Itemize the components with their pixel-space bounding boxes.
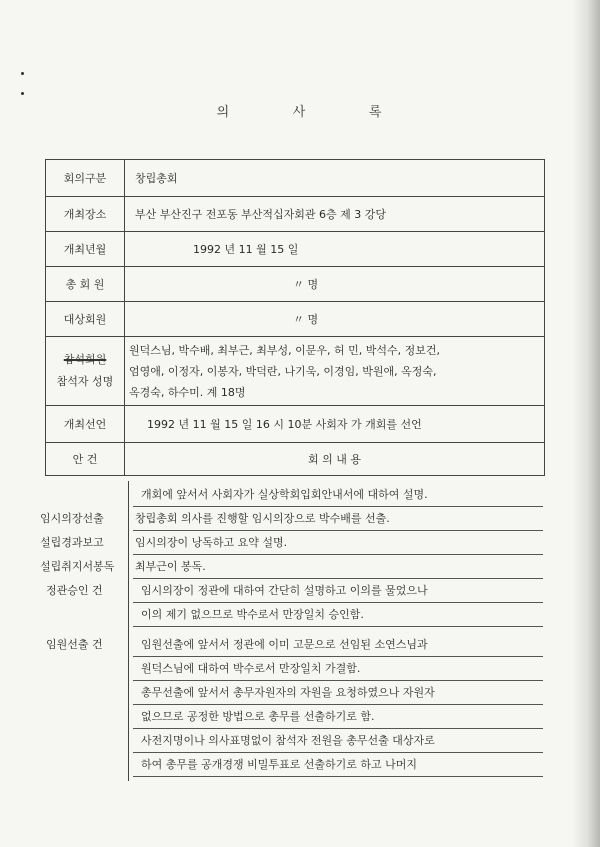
margin-dot [21,92,24,95]
ruled-line [133,752,543,753]
list-item [40,633,555,777]
ruled-line [133,728,543,729]
ruled-line [133,656,543,657]
attendees-label-text: 참석자 성명 [56,375,114,388]
attendees-list: 원덕스님, 박수배, 최부근, 최부성, 이문우, 허 민, 박석수, 정보건, 엄영애, 이정자, 이봉자, 박덕란, 나기욱, 이경임, 박원애, 옥정숙, 옥경숙, 하수미. 계 18명 [125,337,545,406]
row-label: 개최장소 [46,197,125,232]
list-item [40,507,555,531]
table-header-row [46,443,545,476]
ruled-line [133,506,543,507]
content-header: 회 의 내 용 [125,443,545,476]
agenda-label [40,483,135,507]
page-edge-shadow [572,0,600,847]
row-label: 대상회원 [46,302,125,337]
ruled-line [133,680,543,681]
row-label: 총 회 원 [46,267,125,302]
agenda-text: 임원선출에 앞서서 정관에 이미 고문으로 선임된 소연스님과 원덕스님에 대하여 박수로서 만장일치 가결함. 총무선출에 앞서서 총무자원자의 자원을 요청하였으나 자원자 없으므로 공정한 방법으로 총무를 선출하기로 함. 사전지명이나 의사표명없이 참석자 전원을 총무선출 대상자로 하여 총무를 공개경쟁 비밀투표로 선출하기로 하고 나머지 [141,638,435,771]
agenda-label: 설립취지서봉독 [40,560,115,573]
margin-dot [21,72,24,75]
row-label: 회의구분 [46,160,125,197]
ruled-line [133,776,543,777]
ruled-line [133,626,543,627]
agenda-label: 임원선출 건 [46,638,103,651]
agenda-text: 최부근이 봉독. [135,560,206,573]
table-row [46,232,545,267]
agenda-label: 정관승인 건 [46,584,103,597]
attendees-label [46,337,125,406]
ruled-line [133,602,543,603]
table-row [46,406,545,443]
row-label: 개최년월 [46,232,125,267]
row-value: 부산 부산진구 전포동 부산적십자회관 6층 제 3 강당 [125,197,545,232]
row-value: 창립총회 [125,160,545,197]
agenda-section [40,481,555,777]
row-value: 〃 명 [125,267,545,302]
row-label: 개최선언 [46,406,125,443]
ruled-line [133,578,543,579]
agenda-text: 임시의장이 정관에 대하여 간단히 설명하고 이의를 물었으나 이의 제기 없으므로 박수로서 만장일치 승인함. [141,584,428,621]
row-value: 〃 명 [125,302,545,337]
list-item [40,531,555,555]
ruled-line [133,530,543,531]
row-value: 1992 년 11 월 15 일 [125,232,545,267]
list-item [40,555,555,579]
document-title: 의 사 록 [216,105,384,120]
table-row [46,267,545,302]
agenda-header: 안 건 [46,443,125,476]
agenda-text: 임시의장이 낭독하고 요약 설명. [135,536,288,549]
table-row [46,302,545,337]
meeting-info-table [45,159,545,476]
agenda-label: 설립경과보고 [40,536,104,549]
ruled-line [133,554,543,555]
struck-label: 참석회원 [63,353,107,366]
agenda-text: 개회에 앞서서 사회자가 실상학회입회안내서에 대하여 설명. [141,488,428,501]
table-row [46,337,545,406]
table-row [46,160,545,197]
agenda-label: 임시의장선출 [40,512,104,525]
table-row [46,197,545,232]
ruled-line [133,704,543,705]
list-item [40,579,555,627]
agenda-text: 창립총회 의사를 진행할 임시의장으로 박수배를 선출. [135,512,390,525]
list-item [40,483,555,507]
row-value: 1992 년 11 월 15 일 16 시 10분 사회자 가 개회를 선언 [125,406,545,443]
